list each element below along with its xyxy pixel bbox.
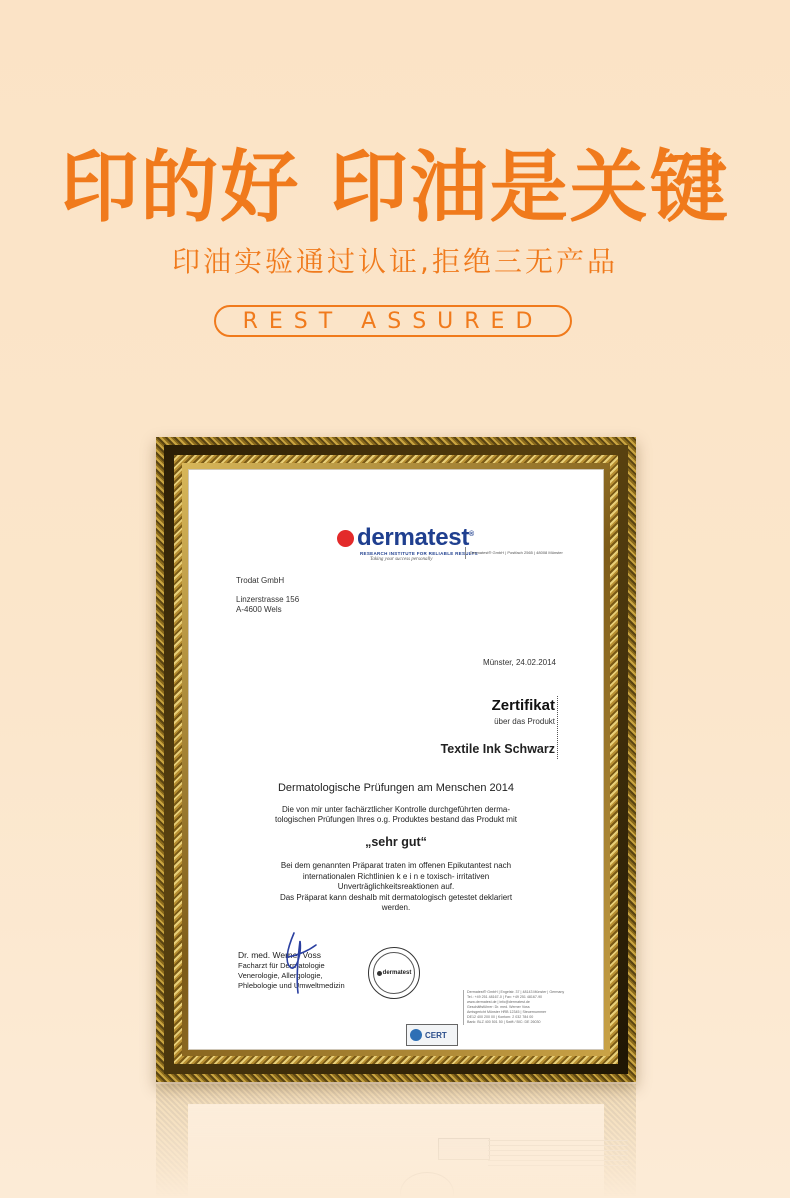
logo-wordmark: dermatest® [357, 524, 474, 551]
logo-tagline-caps: RESEARCH INSTITUTE FOR RELIABLE RESULTS [360, 551, 478, 556]
rest-assured-pill [214, 305, 572, 337]
reflection-paper [188, 1104, 604, 1198]
seal-label: dermatest [377, 970, 412, 976]
dermatest-seal [368, 947, 420, 999]
certificate-date: Münster, 24.02.2014 [483, 658, 556, 667]
certificate-over-product: über das Produkt [494, 717, 555, 726]
cert-badge: CERT [406, 1024, 458, 1046]
result-body: Bei dem genannten Präparat traten im offenen Epikutantest nach internationalen Richtlinien k e i n e toxisch- irritativen Unverträglichkeitsreaktionen auf. Das Präparat kann deshalb mit dermatologisch getestet deklariert werden. [279, 861, 513, 912]
certificate-frame [156, 437, 636, 1082]
logo-tagline-script: Taking your success personally [370, 557, 433, 562]
reflection-badge [438, 1138, 490, 1160]
certificate-product: Textile Ink Schwarz [440, 742, 555, 756]
certificate-title: Zertifikat [491, 697, 555, 714]
seal-dot-icon [377, 971, 382, 976]
page-headline: 印的好 印油是关键 [60, 143, 730, 233]
recipient-street: Linzerstrasse 156 [236, 595, 300, 604]
exam-body: Die von mir unter fachärztlicher Kontrolle durchgeführten derma- tologischen Prüfungen Ihres o.g. Produktes bestand das Produkt mit [275, 805, 517, 824]
certificate-heading-block [355, 696, 558, 759]
reflection-frame [156, 1084, 636, 1198]
pill-label: REST ASSURED [242, 308, 544, 334]
cert-badge-icon [410, 1029, 422, 1041]
reflection-lines [488, 1140, 628, 1170]
dermatest-logo [337, 524, 474, 552]
doctor-title-3: Phlebologie und Umweltmedizin [238, 981, 345, 990]
doctor-name: Dr. med. Werner Voss [238, 950, 321, 960]
signature-icon [280, 927, 320, 997]
page-subline: 印油实验通过认证,拒绝三无产品 [172, 245, 618, 278]
exam-title: Dermatologische Prüfungen am Menschen 2014 [277, 782, 515, 794]
doctor-title-2: Venerologie, Allergologie, [238, 971, 323, 980]
recipient-city: A-4600 Wels [236, 605, 282, 614]
reflection-seal [400, 1172, 454, 1198]
footer-company-info: Dermatest® GmbH | Engelstr. 37 | 48143 Münster | Germany Tel.: +49 251 48167-0 | Fax: +49 251 48167-90 www.dermatest.de | info@dermatest.de Geschäftsführer: Dr. med. Werner Voss Amtsgericht Münster HRB 12345 | Steuernummer DE12 400 200 00 | Kontonr. 2 032 784 00 Bank: BLZ 400 501 50 | Swift / BIC: DE 26030 [463, 990, 607, 1025]
recipient-company: Trodat GmbH [236, 576, 285, 585]
doctor-title-1: Facharzt für Dermatologie [238, 961, 325, 970]
certificate-paper [188, 469, 604, 1050]
frame-reflection [156, 1084, 636, 1198]
logo-dot-icon [337, 530, 354, 547]
verdict: „sehr gut“ [365, 835, 427, 849]
letterhead-address: Dermatest® GmbH | Postfach 2565 | 48008 Münster [465, 547, 563, 559]
